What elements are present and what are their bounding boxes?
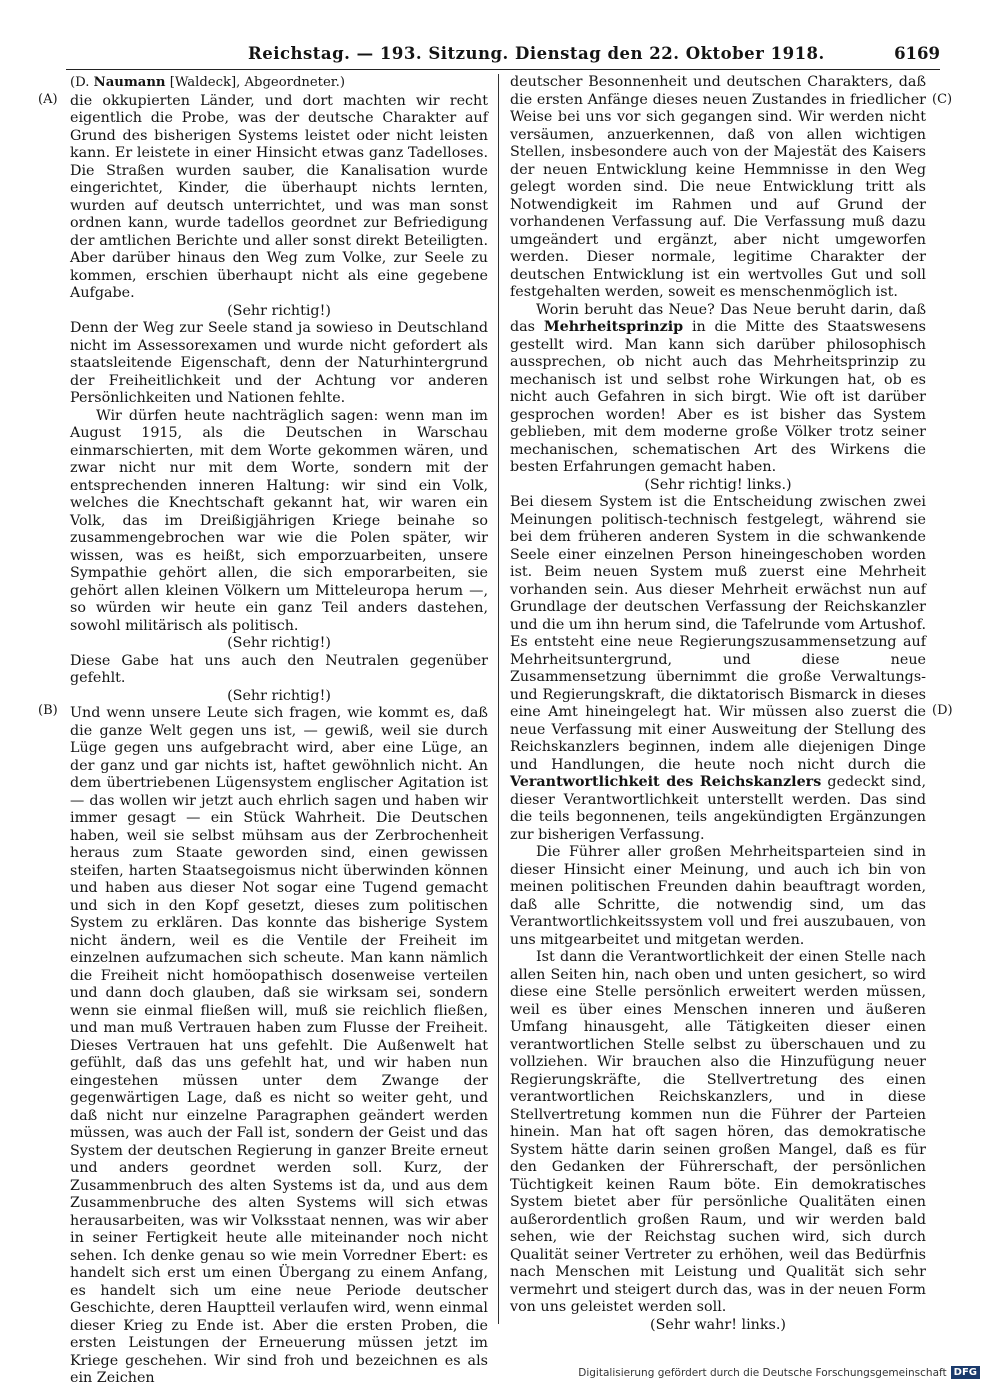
left-column [70,74,488,1386]
text-run: Worin beruht das Neue? Das Neue beruht darin, daß das [510,301,926,335]
paragraph: deutscher Besonnenheit und deutschen Charakters, daß die ersten Anfänge dieses neuen Zustandes in friedlicher Weise bei uns vor sich gegangen sind. Wir werden nicht versäumen, anzuerkennen, daß von allen wichtigen Stellen, insbesondere auch von der Majestät des Kaisers der neuen Entwicklung keine Hemmnisse in den Weg gelegt worden sind. Die neue Entwicklung tritt als Notwendigkeit im Rahmen und auf Grund der vorhandenen Verfassung auf. Die Verfassung muß dazu umgeändert und ergänzt, aber nicht umgeworfen werden. Dieser normale, legitime Charakter der deutschen Entwicklung ist ein wertvolles Gut und soll festgehalten werden, soweit es menschenmöglich ist. [510,74,926,300]
margin-marker-d: (D) [932,703,953,718]
column-divider [498,74,499,1324]
speaker-line [70,74,488,92]
interjection: (Sehr richtig!) [227,635,331,651]
digitization-credit [578,1366,980,1379]
paragraph: Und wenn unsere Leute sich fragen, wie kommt es, daß die ganze Welt gegen uns ist, — gewiß, weil sie durch Lüge gegen uns aufgebracht wird, aber eine Lüge, an der ganz und gar nichts ist, haftet gewöhnlich nicht. An dem übertriebenen Lügensystem englischer Agitation ist — das wollen wir jetzt auch ehrlich sagen und haben wir immer gesagt — ein Stück Wahrheit. Die Deutschen haben, weil sie selbst mühsam aus der Zerbrochenheit heraus zum Staate geworden sind, einen gewissen steifen, harten Staatsegoismus nicht überwinden können und haben aus dieser Not sogar eine Tugend gemacht und sich in den Kopf gesetzt, dieses zum politischen System zu erklären. Das konnte das bisherige System nicht ändern, weil es die Ventile der Freiheit im einzelnen aufzumachen sich scheute. Man kann nämlich die Freiheit nicht homöopathisch dosenweise verteilen und dann doch glauben, daß sie wirksam sei, sondern wenn sie einmal fließen will, muß sie reichlich fließen, und man muß Vertrauen haben zum Flusse der Freiheit. Dieses Vertrauen hat uns gefehlt. Die Außenwelt hat gefühlt, daß das uns gefehlt hat, und wir haben nun eingestehen müssen unter dem Zwange der gegenwärtigen Lage, daß es nicht so weiter geht, und daß nicht nur einzelne Paragraphen geändert werden müssen, was auch der Fall ist, sondern der Geist und das System der deutschen Regierung in ganzer Breite erneut und anders geordnet werden soll. Kurz, der Zusammenbruch des alten Systems ist da, und aus dem Zusammenbruche des alten Systems will sich etwas herausarbeiten, was wir Volksstaat nennen, was wir aber in seiner Fertigkeit heute alle miteinander noch nicht sehen. Ich denke genau so wie mein Vorredner Ebert: es handelt sich erst um einen Übergang zu einem Anfang, es handelt sich um eine neue Periode deutscher Geschichte, deren Hauptteil verlaufen wird, wenn einmal dieser Krieg zu Ende ist. Aber die ersten Proben, die ersten Leistungen der Erneuerung müssen jetzt im Kriege geschehen. Wir sind froh und bezeichnen es als ein Zeichen [70,705,488,1386]
paragraph: die okkupierten Länder, und dort machten wir recht eigentlich die Probe, was der deutsche Charakter auf Grund des bisherigen Systems leistet oder nicht leisten kann. Er leistete in einer Hinsicht etwas ganz Tadelloses. Die Straßen wurden sauber, die Kanalisation wurde eingerichtet, Kinder, die überhaupt nichts lernten, wurden auf deutsch unterrichtet, und was man sonst ordnen kann, wurde tadellos geordnet zur Befriedigung der amtlichen Berichte und aller sonst direkt Beteiligten. Aber darüber hinaus den Weg zum Volke, zur Seele zu kommen, erschien überhaupt nicht als eine gegebene Aufgabe. [70,92,488,301]
running-title: Reichstag. — 193. Sitzung. Dienstag den 22. Oktober 1918. [248,44,825,63]
margin-marker-c: (C) [932,92,953,107]
speaker-name: Naumann [93,75,166,90]
paragraph [510,302,926,477]
interjection: (Sehr wahr! links.) [650,1316,786,1333]
paragraph: Wir dürfen heute nachträglich sagen: wenn man im August 1915, als die Deutschen in Warschau einmarschierten, mit dem Worte gekommen wären, und zwar nicht nur mit dem Worte, sondern mit der entsprechenden inneren Haltung: wir sind ein Volk, welches die Knechtschaft gekannt hat, wir waren ein Volk, das im Dreißigjährigen Kriege beinahe so zusammengebrochen war wie die Polen später, wir wissen, was es heißt, sich emporzuarbeiten, unsere Sympathie gehört allen, die sich emporarbeiten, sie gehört allen kleinen Völkern um Mitteleuropa herum —, so würden wir heute ein ganz Teil anders dastehen, sowohl militärisch als politisch. [70,407,488,634]
page-header [68,44,940,66]
credit-text: Digitalisierung gefördert durch die Deutsche Forschungsgemeinschaft [578,1366,947,1379]
speaker-prefix: (D. [70,75,94,90]
interjection: (Sehr richtig! links.) [644,476,792,493]
paragraph: Denn der Weg zur Seele stand ja sowieso in Deutschland nicht im Assessorexamen und wurde nicht gefordert als staatsleitende Eigenschaft, denn der Naturhintergrund der Freiheitlichkeit und der Achtung vor anderen Persönlichkeiten und Nationen fehlte. [70,320,488,406]
left-column-body [70,93,488,1388]
text-run: Bei diesem System ist die Entscheidung zwischen zwei Meinungen politisch-technisch festgelegt, während sie bei dem früheren anderen System in die schwankende Seele einer einzelnen Person hineingeschoben worden ist. Beim neuen System muß zuerst eine Mehrheit vorhanden sein. Aus dieser Mehrheit erwächst nun auf Grundlage der deutschen Verfassung der Reichskanzler und die um ihn herum sind, die Tafelrunde vom Artushof. Es entsteht eine neue Regierungszusammensetzung auf Mehrheitsuntergrund, und diese neue Zusammensetzung übernimmt die große Verwaltungs- und Regierungskraft, die diktatorisch Bismarck in dieses eine Amt hineingelegt hat. Wir müssen also zuerst die neue Verfassung mit einer Ausweitung der Stellung des Reichskanzlers beginnen, indem alle diejenigen Dinge und Handlungen, die heute noch nicht durch die [510,494,926,773]
paragraph [510,494,926,844]
emphasized-term: Verantwortlichkeit des Reichskanzlers [510,774,822,790]
speaker-suffix: [Waldeck], Abgeordneter.) [165,75,345,90]
margin-marker-a: (A) [38,92,58,107]
header-rule [66,69,940,70]
paragraph: Ist dann die Verantwortlichkeit der einen Stelle nach allen Seiten hin, nach oben und unten gesichert, so wird diese eine Stelle persönlich erweitert werden müssen, weil es über eines Menschen inneren und äußeren Umfang hinausgeht, alle Tätigkeiten dieser einen verantwortlichen Stelle selbst zu überschauen und zu vollziehen. Wir brauchen also die Hinzufügung neuer Regierungskräfte, die Stellvertretung des einen verantwortlichen Reichskanzlers, und in diese Stellvertretung kommen nun die Führer der Parteien hinein. Man hat oft sagen hören, das demokratische System hätte darin seinen großen Mangel, daß es für den Gedanken der Führerschaft, der persönlichen Tüchtigkeit keinen Raum böte. Ein demokratisches System bietet aber für persönliche Qualitäten einen außerordentlich großen Raum, und wir werden bald sehen, wie der Reichstag suchen wird, sich durch Qualität seiner Vertreter zu erhöhen, weil das Bedürfnis nach Menschen mit Leistung und Qualität sich sehr vermehrt und steigert durch das, was in der neuen Form von uns geleistet werden soll. [510,949,926,1315]
text-run: in die Mitte des Staatswesens gestellt wird. Man kann sich darüber philosophisch aussprechen, ob nicht auch das Mehrheitsprinzip zu mechanisch ist und selbst rohe Wirkungen hat, ob es nicht auch Gefahren in sich birgt. Wie oft ist darüber gesprochen worden! Aber es ist bisher das System geblieben, mit dem moderne große Völker trotz seiner mechanischen, schematischen Art des Wirkens die besten Erfahrungen gemacht haben. [510,319,926,475]
interjection: (Sehr richtig!) [227,687,331,704]
paragraph: Die Führer aller großen Mehrheitsparteien sind in dieser Hinsicht einer Meinung, und auch ich bin von meinen politischen Freunden dahin beauftragt worden, daß alle Schritte, die notwendig sind, um das Verantwortlichkeitssystem voll und frei auszubauen, von uns mitgearbeitet und mitgetan werden. [510,844,926,948]
dfg-logo: DFG [951,1366,980,1379]
page-number: 6169 [894,44,940,63]
paragraph: Diese Gabe hat uns auch den Neutralen gegenüber gefehlt. [70,652,488,686]
text-run: gedeckt sind, dieser Verantwortlichkeit unterstellt werden. Das sind die teils begonnenen, teils angekündigten Ergänzungen zur bisherigen Verfassung. [510,774,926,843]
interjection: (Sehr richtig!) [227,302,331,319]
margin-marker-b: (B) [38,703,58,718]
right-column [510,74,926,1333]
emphasized-term: Mehrheitsprinzip [543,319,684,335]
